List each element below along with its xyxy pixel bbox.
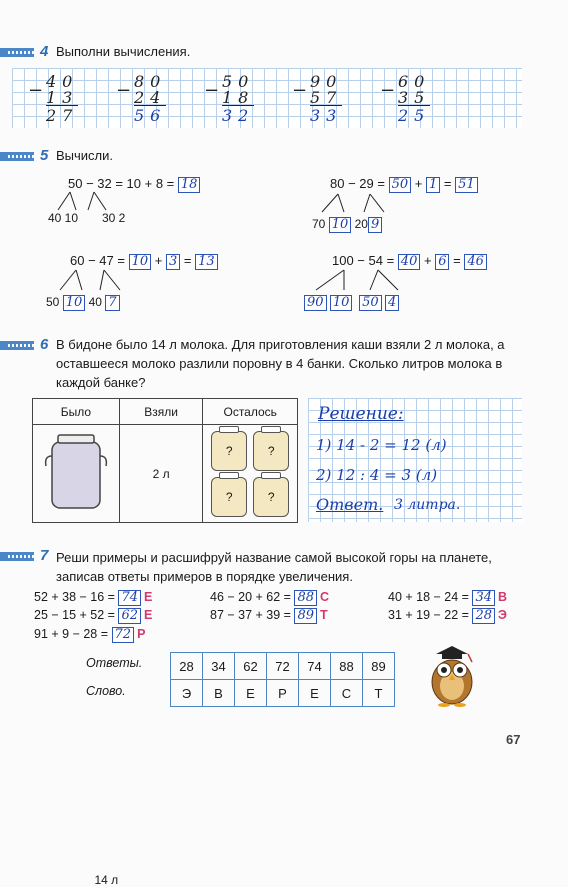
jar-icon: ? [253,431,289,471]
minus-sign: − [204,80,220,101]
ex3-s2: 40 [88,295,102,309]
letters-row [171,680,395,707]
col-left: Осталось [203,399,298,425]
owl-icon [424,640,480,708]
letter-cell[interactable]: Э [171,680,203,707]
example-expr: 46 − 20 + 62 = [210,590,291,604]
solution-title: Решение: [318,404,404,424]
page-number: 67 [506,732,521,747]
ex4-split-lines [300,268,420,292]
ex3-s1-box[interactable]: 10 [63,295,86,311]
ex2-plus: + [414,176,423,191]
task5-title: Вычисли. [56,148,114,163]
answer-cell: 34 [203,653,235,680]
answer-cell: 72 [267,653,299,680]
difference: 56 [134,106,167,125]
ex4-box1[interactable]: 40 [398,254,421,270]
difference: 33 [310,106,343,125]
example [388,590,507,606]
ex3-split [46,295,120,311]
minus-sign: − [292,80,308,101]
task6-number: 6 [40,336,49,353]
ex1-split-b: 30 2 [102,211,126,225]
ex2-s1-box[interactable]: 10 [329,217,352,233]
ex2-split [312,217,382,233]
example-answer[interactable]: 74 [118,590,141,606]
ex2-s2: 20 [354,217,368,231]
ex3-box2[interactable]: 3 [166,254,180,270]
ex3-expr: 60 − 47 = [70,253,125,268]
example-letter: Э [498,608,507,622]
jars-cell [203,425,298,523]
milk-can-icon [44,432,108,512]
subtrahend: 57 [310,88,343,107]
minus-sign: − [28,80,44,101]
solution-answer: 3 литра. [394,497,461,513]
answers-row [171,653,395,680]
ex2-box1[interactable]: 50 [389,177,412,193]
example-letter: Е [144,590,153,604]
ex2-eq: = [443,176,452,191]
example-answer[interactable]: 88 [294,590,317,606]
example-letter: В [498,590,508,604]
example-answer[interactable]: 72 [112,627,135,643]
solution-step2: 2) 12 : 4 = 3 (л) [316,466,438,484]
ex3-eq: = [183,253,192,268]
ex1-expr: 50 − 32 = 10 + 8 = [68,176,175,191]
task5-marker [0,152,34,161]
task7-text: Реши примеры и расшифруй название самой высокой горы на планете, записав ответы примеров в порядке увеличения. [56,550,492,584]
example [210,608,328,624]
task4-grid [12,68,522,128]
ex1-split-a: 40 10 [48,211,79,225]
task4-title: Выполни вычисления. [56,44,191,59]
ex2-split-lines [300,192,410,214]
task7-marker [0,552,34,561]
answer-table [170,652,395,707]
ex4-answer[interactable]: 46 [464,254,487,270]
example-expr: 31 + 19 − 22 = [388,608,469,622]
solution-answer-label: Ответ. [316,495,384,514]
task4-number: 4 [40,43,49,60]
example-answer[interactable]: 34 [472,590,495,606]
ex1-split-lines [40,190,120,212]
jar-icon: ? [211,431,247,471]
answer-cell: 62 [235,653,267,680]
letter-cell[interactable]: Р [267,680,299,707]
ex4-eq: = [453,253,461,268]
ex4-s2-box[interactable]: 50 [359,295,382,311]
answers-label: Ответы. [86,656,143,670]
example [210,590,329,606]
example-expr: 52 + 38 − 16 = [34,590,115,604]
ex4-expr: 100 − 54 = [332,253,395,268]
letter-cell[interactable]: Т [363,680,395,707]
ex3-s2-box[interactable]: 7 [105,295,119,311]
task4-marker [0,48,34,57]
ex3-split-lines [40,268,130,292]
example-expr: 91 + 9 − 28 = [34,627,109,641]
answer-cell: 74 [299,653,331,680]
example-letter: Р [137,627,146,641]
minuend: 40 [46,72,79,91]
letter-cell[interactable]: В [203,680,235,707]
ex4-plus: + [423,253,432,268]
subtrahend: 35 [398,88,431,107]
example-answer[interactable]: 89 [294,608,317,624]
example-letter: Т [320,608,328,622]
task6-text: В бидоне было 14 л молока. Для приготовления каши взяли 2 л молока, а оставшееся молоко разлили поровну в 4 банки. Сколько литров молока в каждой банке? [56,337,505,390]
ex3-box1[interactable]: 10 [129,254,152,270]
minuend: 50 [222,72,255,91]
ex4-s1-box[interactable]: 90 [304,295,327,311]
subtrahend: 24 [134,88,167,107]
col-took: Взяли [119,399,203,425]
example-expr: 40 + 18 − 24 = [388,590,469,604]
example [34,627,145,643]
ex3-s1: 50 [46,295,60,309]
letter-cell[interactable]: С [331,680,363,707]
letter-cell[interactable]: Е [235,680,267,707]
ex2-box2[interactable]: 1 [426,177,440,193]
example [388,608,507,624]
minus-sign: − [116,80,132,101]
example-expr: 25 − 15 + 52 = [34,608,115,622]
example-answer[interactable]: 62 [118,608,141,624]
solution-step1: 1) 14 - 2 = 12 (л) [316,436,447,454]
col-was: Было [33,399,120,425]
minuend: 80 [134,72,167,91]
ex2-s2-box[interactable]: 9 [368,217,382,233]
difference: 25 [398,106,431,125]
ex3-answer[interactable]: 13 [195,254,218,270]
task7-number: 7 [40,547,49,564]
example-letter: С [320,590,330,604]
can-label: 14 л [94,872,119,887]
took-cell: 2 л [119,425,203,523]
subtrahend: 13 [46,88,79,107]
word-label: Слово. [86,684,126,698]
example-answer[interactable]: 28 [472,608,495,624]
minuend: 60 [398,72,431,91]
answer-cell: 88 [331,653,363,680]
difference: 27 [46,106,79,125]
ex2-s1: 70 [312,217,326,231]
example [34,608,152,624]
example-letter: Е [144,608,153,622]
minus-sign: − [380,80,396,101]
difference: 32 [222,106,255,125]
task6-marker [0,341,34,350]
task5-ex2 [330,176,478,193]
ex2-answer[interactable]: 51 [455,177,478,193]
ex4-box2[interactable]: 6 [435,254,449,270]
answer-cell: 28 [171,653,203,680]
subtrahend: 18 [222,88,255,107]
minuend: 90 [310,72,343,91]
letter-cell[interactable]: Е [299,680,331,707]
ex4-s1b-box[interactable]: 10 [330,295,353,311]
ex2-expr: 80 − 29 = [330,176,385,191]
answer-cell: 89 [363,653,395,680]
ex3-plus: + [154,253,163,268]
example-expr: 87 − 37 + 39 = [210,608,291,622]
example [34,590,152,606]
ex1-answer[interactable]: 18 [178,177,201,193]
ex4-split [304,295,399,311]
jar-icon: ? [211,477,247,517]
jar-icon: ? [253,477,289,517]
task5-number: 5 [40,147,49,164]
ex4-s2b-box[interactable]: 4 [385,295,399,311]
